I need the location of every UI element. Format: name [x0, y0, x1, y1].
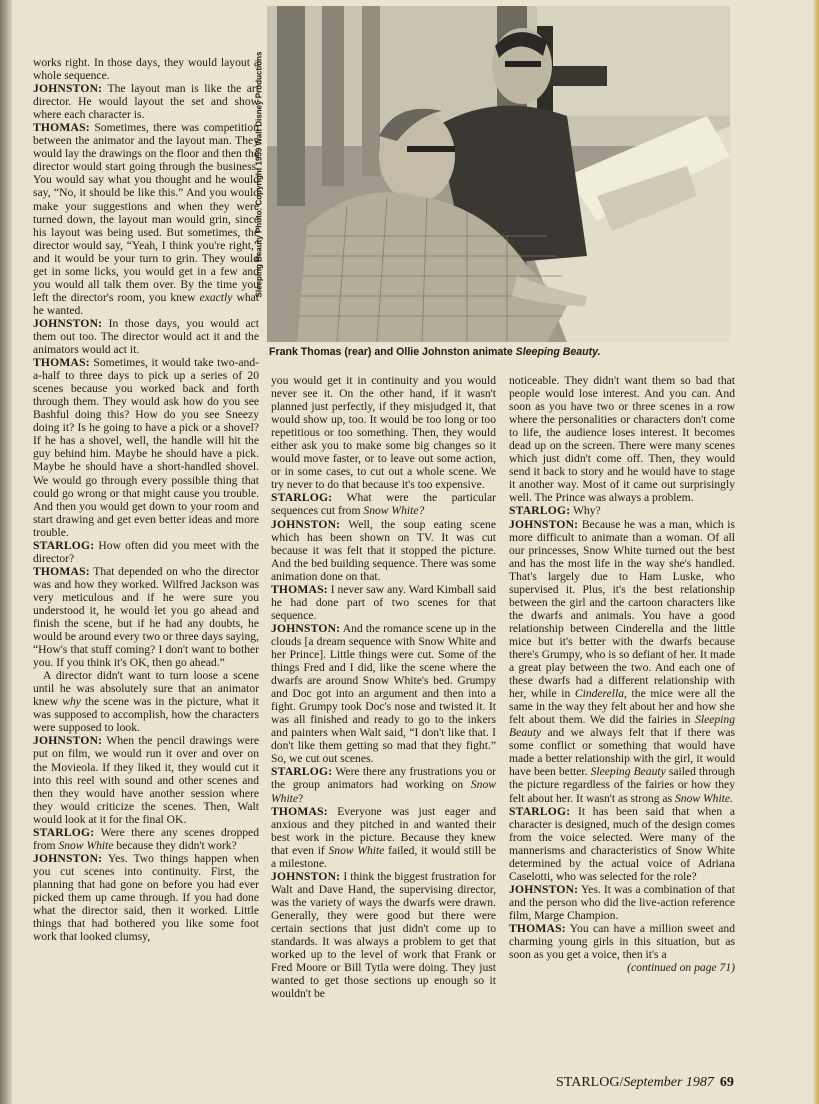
paragraph: STARLOG: It has been said that when a character is designed, much of the design comes from the voice selected. Were many of the mannerisms and characteristics of Snow White determined by the actual voice of Adriana Caselotti, who was selected for the role? — [509, 804, 735, 883]
issue-date: September 1987 — [623, 1075, 714, 1090]
paragraph: A director didn't want to turn loose a scene until he was absolutely sure that an animator knew why the scene was in the picture, what it was supposed to accomplish, how the characters were supposed to look. — [33, 669, 259, 735]
paragraph: STARLOG: What were the particular sequences cut from Snow White? — [271, 491, 496, 518]
paragraph: JOHNSTON: I think the biggest frustration for Walt and Dave Hand, the supervising director, was the variety of ways the dwarfs were drawn. Generally, they were good but there were certain sections that just didn't come up to standards. It was always a problem to get that worked up to the level of work that Frank or Fred Moore or Bill Tytla were doing. They just wanted to get those sections up enough so it wouldn't be — [271, 869, 496, 1001]
paragraph: works right. In those days, they would layout a whole sequence. — [33, 56, 259, 83]
page-number: 69 — [719, 1075, 734, 1090]
page-edge — [813, 0, 819, 1104]
paragraph: JOHNSTON: And the romance scene up in the clouds [a dream sequence with Snow White and her Prince]. Little things were cut. Some of the things Fred and I did, like the scene where the dwarfs are around Snow White's bed. Grumpy and Doc got into an argument and then into a fight. Grumpy took Doc's nose and twisted it. It was all finished and ready to go to the inkers and painters when Walt said, “I don't like that. I don't like them getting so mad that they fight.” So, we cut out scenes. — [271, 621, 496, 766]
paragraph: THOMAS: Sometimes, there was competition between the animator and the layout man. They would lay the drawings on the floor and then the director would start going through the business. You would say what you thought and he would say, “No, it should be like this.” And you would make your suggestions and when they were turned down, the layout man would grin, since his layout was being used. But sometimes, the director would say, “Yeah, I think you're right,” and it would be your turn to grin. They would get in some licks, you would get in a few and you would all talk them over. By the time you left the director's room, you knew exactly what he wanted. — [33, 121, 259, 317]
paragraph: THOMAS: I never saw any. Ward Kimball said he had done part of two scenes for that sequence. — [271, 582, 496, 622]
continued-note: (continued on page 71) — [627, 961, 735, 975]
paragraph: JOHNSTON: Yes. It was a combination of that and the person who did the live-action reference film, Marge Champion. — [509, 882, 735, 922]
paragraph: THOMAS: Sometimes, it would take two-and-a-half to three days to pick up a series of 20 scenes because you worked back and forth through them. They would ask how do you see Bashful doing this? How do you see Sneezy doing it? Is he going to have a pick or a shovel? If he has a shovel, well, the handle will hit the guy behind him. Maybe he should have a pick. Maybe he should have a short-handled shovel. We would go through every possible thing that could go wrong or that might cause you trouble. And then you would get down to your room and start drawing and get even better ideas and more trouble. — [33, 356, 259, 539]
page-binding-shadow — [0, 0, 12, 1104]
paragraph: JOHNSTON: Well, the soup eating scene which has been shown on TV. It was cut because it was felt that it stopped the picture. And the bed building sequence. There was some animation done on that. — [271, 517, 496, 583]
magazine-name: STARLOG/ — [556, 1075, 624, 1090]
page-footer — [556, 1075, 734, 1091]
photo-illustration — [267, 6, 730, 342]
paragraph: STARLOG: Were there any scenes dropped from Snow White because they didn't work? — [33, 825, 259, 852]
photo-caption: Frank Thomas (rear) and Ollie Johnston animate Sleeping Beauty. — [269, 346, 601, 358]
paragraph: THOMAS: That depended on who the director was and how they worked. Wilfred Jackson was very meticulous and if he were sure you understood it, he would let you go ahead and finish the scene, but if he had any doubts, he would be around every two or three days saying, “How's that stuff coming? I don't want to bother you. If you think it's OK, then go ahead.” — [33, 564, 259, 670]
paragraph: JOHNSTON: Yes. Two things happen when you cut scenes into continuity. First, the planning that had gone on before you had ever picked them up came through. If you had done what the director said, then it worked. Little things that had bothered you like some foot work that looked clumsy, — [33, 851, 259, 944]
paragraph: noticeable. They didn't want them so bad that people would lose interest. And you can. And soon as you have two or three scenes in a row where the personalities or characters don't come to life, the audience loses interest. It becomes dead up on the screen. There were many scenes which just didn't come off. Then, they would send it back to story and he would have to stage it another way. Most of it came out surprisingly well. The Prince was always a problem. — [509, 374, 735, 505]
article-column-1 — [33, 56, 259, 943]
paragraph: STARLOG: Were there any frustrations you or the group animators had working on Snow White? — [271, 765, 496, 805]
paragraph: JOHNSTON: Because he was a man, which is more difficult to animate than a woman. Of all our princesses, Snow White turned out the best and has the most life in the way she's handled. That's largely due to Ham Luske, who supervised it. Plus, it's the best relationship between the girl and the cartoon characters like the dwarfs and animals. You have a good relationship between Cinderella and the little mice but it's better with the dwarfs because there's Grumpy, who is so defiant of her. It made a great play between the two. And each one of these dwarfs had a different relationship with her, while in Cinderella, the mice were all the same in the way they felt about her and how she felt about them. We did the fairies in Sleeping Beauty and we always felt that if there was some conflict or something that would have made a better relationship with the girl, it would have been better. Sleeping Beauty sailed through the picture regardless of the fairies or how they felt about her. It wasn't as strong as Snow White. — [509, 517, 735, 805]
article-column-2 — [271, 374, 496, 1000]
paragraph: JOHNSTON: When the pencil drawings were put on film, we would run it over and over on the Movieola. If they liked it, they would cut it into this reel with sound and other scenes and then they would have another session where they would criticize the scenes. Then, Walt would look at it for the final OK. — [33, 734, 259, 826]
photo-credit: Sleeping Beauty Photo: Copyright 1959 Walt Disney Productions — [254, 51, 264, 298]
paragraph: you would get it in continuity and you would never see it. On the other hand, if it wasn't planned just perfectly, if they misjudged it, that would show up, too. It would be too long or too repetitious or too something. Then, they would either ask you to make some big changes so it would move faster, or to leave out some action, or in some cases, to cut out a whole scene. We try never to do that because it's too expensive. — [271, 374, 496, 492]
article-column-3 — [509, 374, 735, 974]
paragraph: THOMAS: Everyone was just eager and anxious and they pitched in and wanted their best work in the picture. Because they knew that even if Snow White failed, it would still be a milestone. — [271, 804, 496, 870]
paragraph: JOHNSTON: In those days, you would act them out too. The director would act it and the animators would act it. — [33, 316, 259, 357]
paragraph: STARLOG: How often did you meet with the director? — [33, 538, 259, 565]
paragraph: STARLOG: Why? — [509, 504, 601, 518]
paragraph: JOHNSTON: The layout man is like the art director. He would layout the set and show where each character is. — [33, 82, 259, 122]
paragraph: THOMAS: You can have a million sweet and charming young girls in this situation, but as soon as you get a voice, then it's a — [509, 921, 735, 962]
article-photo — [267, 6, 730, 342]
